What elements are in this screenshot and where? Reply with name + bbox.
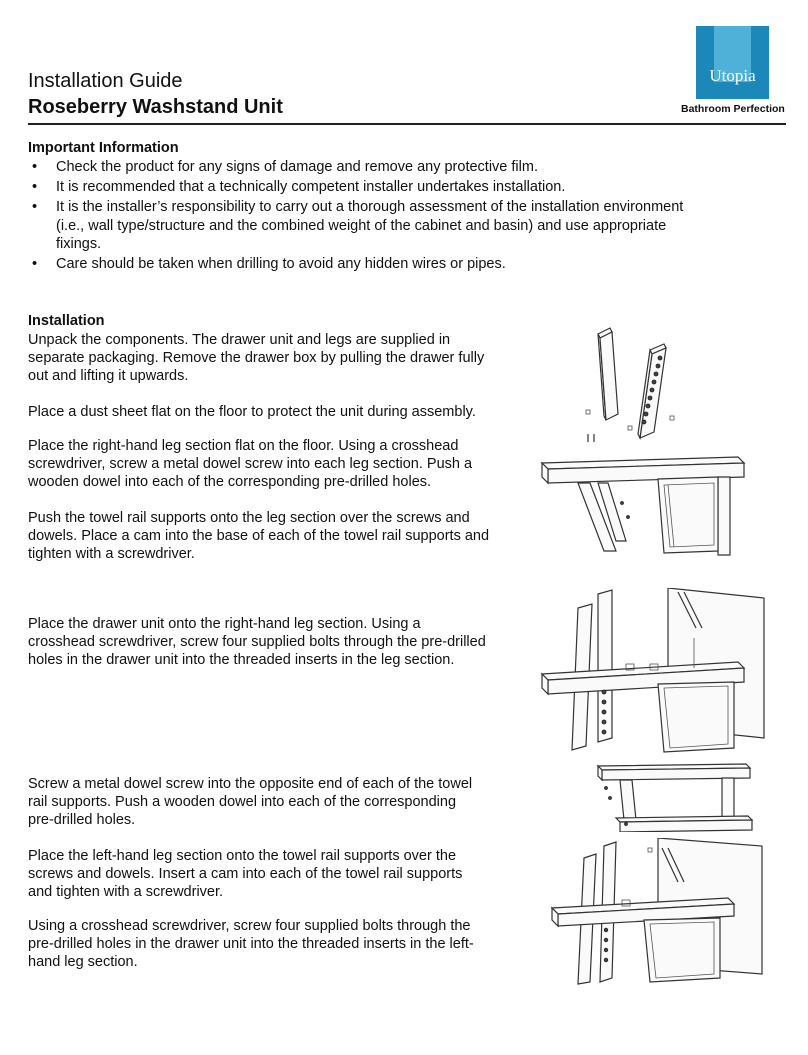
list-item: • It is recommended that a technically competent installer undertakes installation. [28,178,698,197]
leg-section-diagram [538,455,750,563]
list-item: • It is the installer’s responsibility to carry out a thorough assessment of the installation environment (i.e., wall type/structure and the combined weight of the cabinet and basin) and use appropriate fixings. [28,198,698,254]
installation-heading: Installation [28,313,105,329]
step-4-text: Push the towel rail supports onto the leg section over the screws and dowels. Place a cam into the base of each of the towel rail supports and tighten with a screwdriver. [28,510,490,562]
list-item: • Check the product for any signs of damage and remove any protective film. [28,158,698,177]
header-divider [28,123,786,125]
step-7-text: Place the left-hand leg section onto the towel rail supports over the screws and dowels. Insert a cam into each of the towel rail supports and tighten with a screwdriver. [28,848,463,900]
brand-tagline: Bathroom Perfection [681,103,785,115]
important-heading: Important Information [28,140,179,156]
step-3-text: Place the right-hand leg section flat on the floor. Using a crosshead screwdriver, screw a metal dowel screw into each leg section. Push a wooden dowel into each of the corresponding pre-drilled holes. [28,438,473,490]
step-5-text: Place the drawer unit onto the right-hand leg section. Using a crosshead screwdriver, screw four supplied bolts through the pre-drilled holes in the drawer unit into the threaded inserts in the leg section. [28,616,486,668]
step-8-text: Using a crosshead screwdriver, screw four supplied bolts through the pre-drilled holes in the drawer unit into the threaded inserts in the left-hand leg section. [28,918,474,970]
important-list [28,158,698,275]
leg-parts-diagram [560,322,690,447]
towel-rail-diagram [596,762,756,832]
logo-brand-name: Utopia [709,66,756,85]
guide-title: Installation Guide [28,70,183,92]
left-leg-assembly-diagram [548,838,770,986]
step-1-text: Unpack the components. The drawer unit and legs are supplied in separate packaging. Remove the drawer box by pulling the drawer fully out and lifting it upwards. [28,332,485,384]
drawer-unit-diagram [538,588,770,758]
step-6-text: Screw a metal dowel screw into the opposite end of each of the towel rail supports. Push a wooden dowel into each of the corresponding pre-drilled holes. [28,776,473,828]
step-2-text: Place a dust sheet flat on the floor to protect the unit during assembly. [28,404,476,420]
list-item: • Care should be taken when drilling to avoid any hidden wires or pipes. [28,255,698,274]
product-title: Roseberry Washstand Unit [28,96,283,118]
